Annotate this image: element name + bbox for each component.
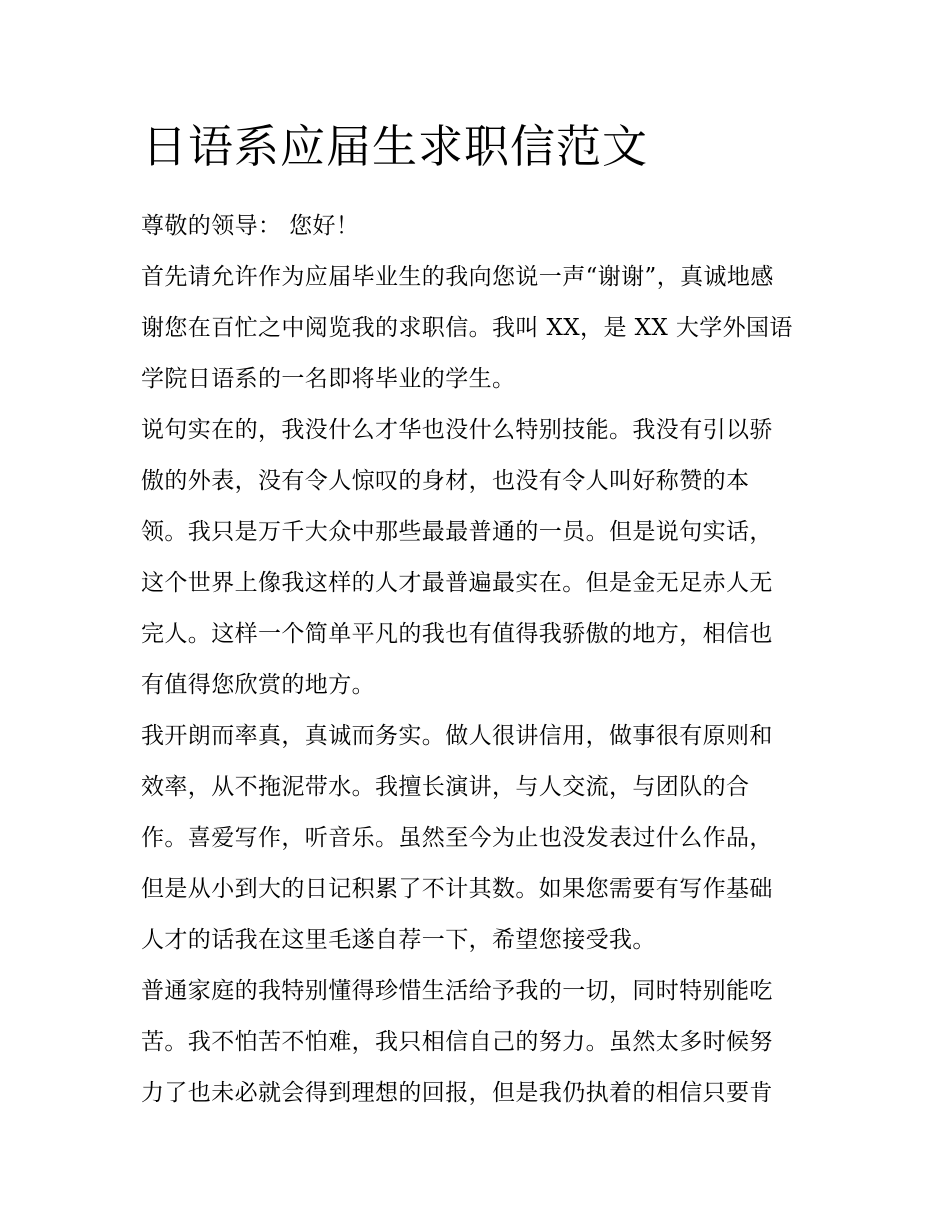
text-line: 作。喜爱写作，听音乐。虽然至今为止也没发表过什么作品， [141, 825, 773, 851]
document-body [141, 201, 811, 1119]
text-line: 领。我只是万千大众中那些最最普通的一员。但是说句实话， [141, 519, 773, 545]
text-line: 说句实在的，我没什么才华也没什么特别技能。我没有引以骄 [141, 417, 773, 443]
text-line: 谢您在百忙之中阅览我的求职信。我叫 XX，是 XX 大学外国语 [141, 315, 793, 341]
text-line: 苦。我不怕苦不怕难，我只相信自己的努力。虽然太多时候努 [141, 1029, 773, 1055]
text-line: 有值得您欣赏的地方。 [141, 672, 375, 698]
text-line: 完人。这样一个简单平凡的我也有值得我骄傲的地方，相信也 [141, 621, 773, 647]
text-line: 但是从小到大的日记积累了不计其数。如果您需要有写作基础 [141, 876, 773, 902]
text-line: 普通家庭的我特别懂得珍惜生活给予我的一切，同时特别能吃 [141, 978, 773, 1004]
document-title: 日语系应届生求职信范文 [142, 120, 649, 173]
text-line: 效率，从不拖泥带水。我擅长演讲，与人交流，与团队的合 [141, 774, 750, 800]
text-line: 学院日语系的一名即将毕业的学生。 [141, 366, 516, 392]
text-line: 人才的话我在这里毛遂自荐一下，希望您接受我。 [141, 927, 656, 953]
text-line: 我开朗而率真，真诚而务实。做人很讲信用，做事很有原则和 [141, 723, 773, 749]
text-line: 首先请允许作为应届毕业生的我向您说一声“谢谢”，真诚地感 [141, 264, 774, 290]
text-line: 力了也未必就会得到理想的回报，但是我仍执着的相信只要肯 [141, 1080, 773, 1106]
text-line-greeting: 尊敬的领导： 您好！ [141, 213, 360, 239]
text-line: 傲的外表，没有令人惊叹的身材，也没有令人叫好称赞的本 [141, 468, 750, 494]
text-line: 这个世界上像我这样的人才最普遍最实在。但是金无足赤人无 [141, 570, 773, 596]
